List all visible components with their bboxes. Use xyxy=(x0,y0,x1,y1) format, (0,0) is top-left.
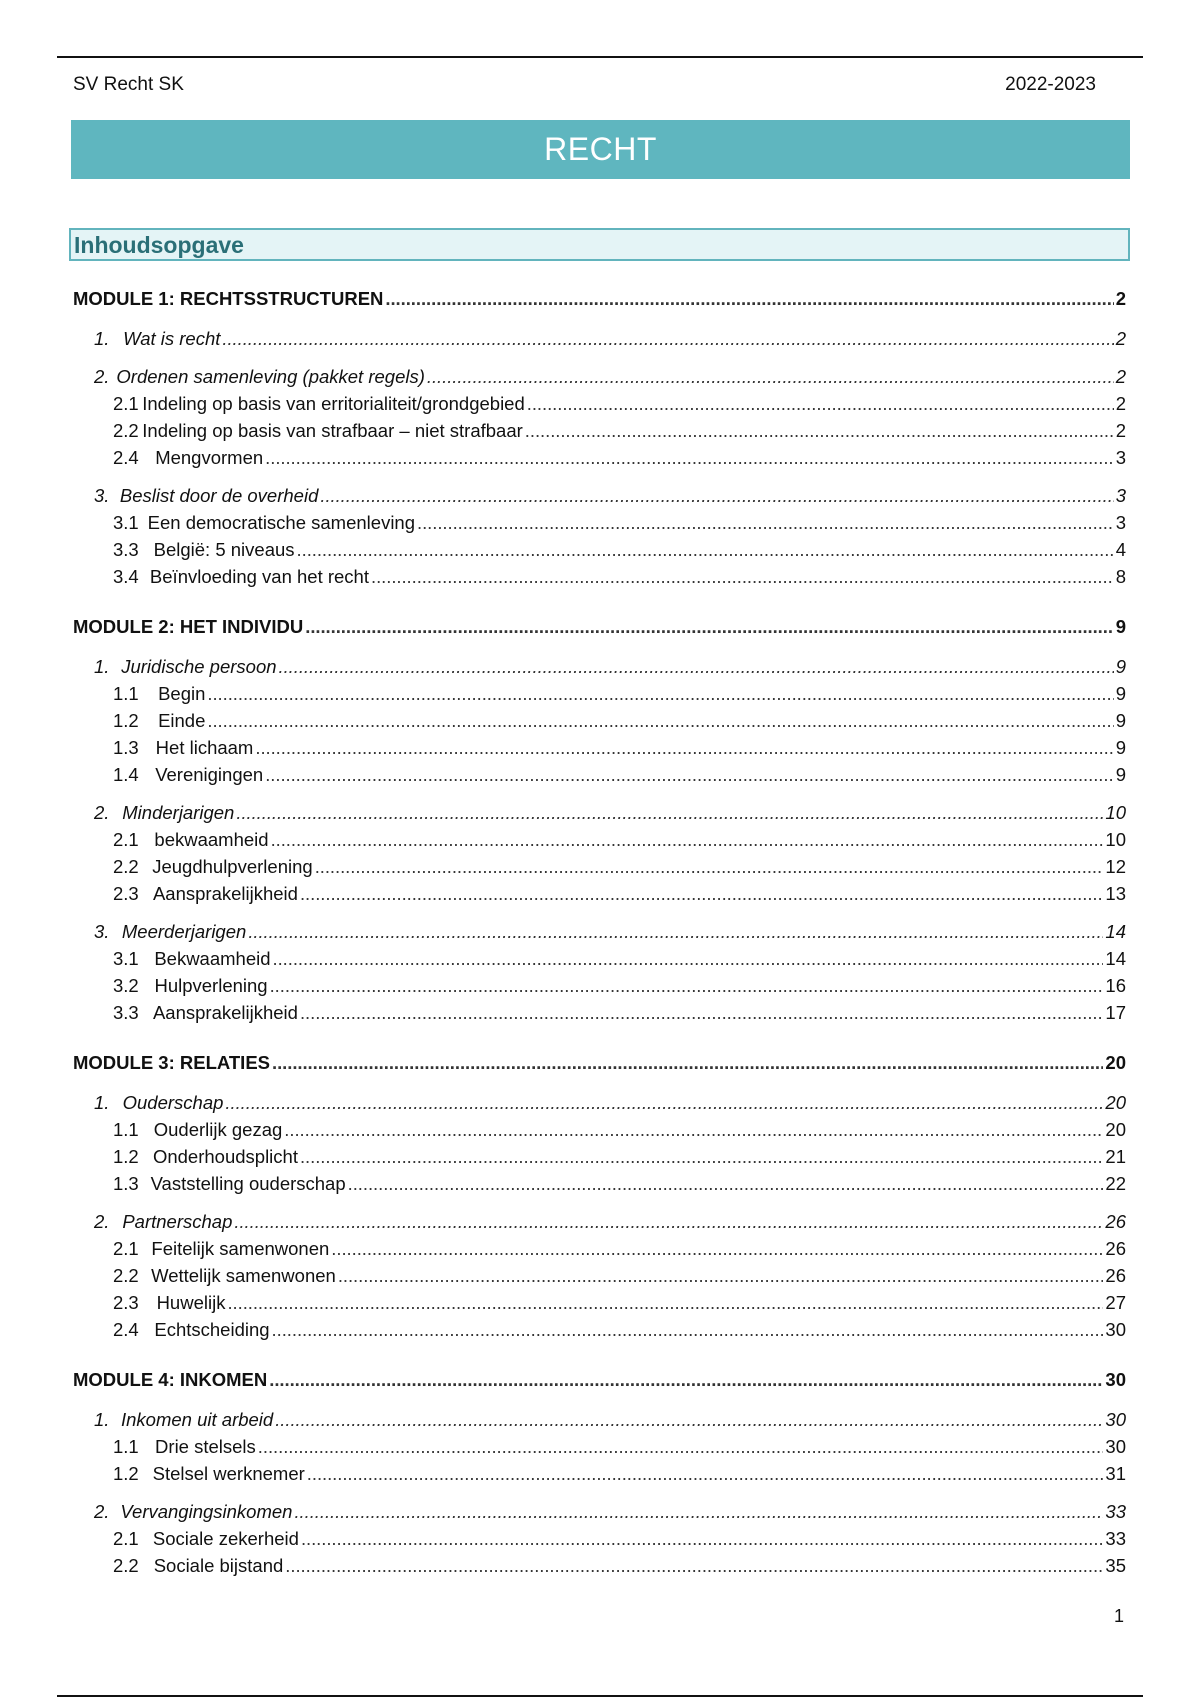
header-academic-year: 2022-2023 xyxy=(1005,74,1096,95)
toc-entry-number: 2.2 xyxy=(113,1555,139,1576)
toc-entry-page: 10 xyxy=(1105,829,1126,850)
toc-entry-title: Feitelijk samenwonen xyxy=(151,1238,330,1259)
toc-entry-title: Ouderlijk gezag xyxy=(153,1119,283,1140)
toc-entry-title: Mengvormen xyxy=(155,447,264,468)
toc-entry-title: Beslist door de overheid xyxy=(119,485,319,506)
toc-entry-page: 14 xyxy=(1105,948,1126,969)
toc-section-entry[interactable] xyxy=(73,826,1126,853)
dot-leader xyxy=(300,999,1103,1026)
toc-entry-page: 8 xyxy=(1115,566,1126,587)
dot-leader xyxy=(348,1170,1104,1197)
toc-entry-number: 1.1 xyxy=(113,1119,139,1140)
dot-leader xyxy=(427,363,1114,390)
toc-module-entry[interactable] xyxy=(73,612,1126,642)
dot-leader xyxy=(315,853,1104,880)
toc-entry-page: 9 xyxy=(1115,737,1126,758)
header-course-name: SV Recht SK xyxy=(73,74,184,95)
toc-entry-title: MODULE 1: RECHTSSTRUCTUREN xyxy=(73,288,384,309)
toc-entry-number: 2.1 xyxy=(113,393,139,414)
toc-entry-title: Sociale zekerheid xyxy=(152,1528,299,1549)
dot-leader xyxy=(207,680,1113,707)
toc-entry-page: 33 xyxy=(1105,1528,1126,1549)
document-title-banner: RECHT xyxy=(71,120,1130,179)
toc-entry-page: 17 xyxy=(1105,1002,1126,1023)
toc-entry-title: Begin xyxy=(158,683,206,704)
toc-section-entry[interactable] xyxy=(73,417,1126,444)
toc-entry-page: 35 xyxy=(1105,1555,1126,1576)
toc-entry-title: Onderhoudsplicht xyxy=(152,1146,298,1167)
toc-section-entry[interactable] xyxy=(73,1116,1126,1143)
toc-entry-page: 33 xyxy=(1105,1501,1126,1522)
toc-entry-page: 9 xyxy=(1115,616,1126,637)
spacer xyxy=(73,907,1126,918)
toc-section-entry[interactable] xyxy=(73,707,1126,734)
toc-entry-number: 2.3 xyxy=(113,1292,139,1313)
toc-entry-number: 1.2 xyxy=(113,710,139,731)
toc-entry-title: Aansprakelijkheid xyxy=(152,1002,298,1023)
toc-section-entry[interactable] xyxy=(73,509,1126,536)
dot-leader xyxy=(269,1365,1103,1395)
toc-section-entry[interactable] xyxy=(73,1170,1126,1197)
toc-entry-title: Einde xyxy=(158,710,206,731)
toc-entry-page: 30 xyxy=(1105,1369,1126,1390)
toc-entry-title: Partnerschap xyxy=(122,1211,233,1232)
toc-entry-title: Huwelijk xyxy=(156,1292,226,1313)
dot-leader xyxy=(265,761,1114,788)
toc-entry-title: MODULE 4: INKOMEN xyxy=(73,1369,268,1390)
toc-section-entry[interactable] xyxy=(73,734,1126,761)
toc-section-entry[interactable] xyxy=(73,1316,1126,1343)
dot-leader xyxy=(284,1116,1103,1143)
toc-entry-number: 2. xyxy=(94,1501,110,1522)
toc-entry-page: 9 xyxy=(1115,710,1126,731)
toc-entry-title: Het lichaam xyxy=(155,737,254,758)
toc-entry-page: 2 xyxy=(1115,420,1126,441)
toc-entry-page: 2 xyxy=(1115,328,1126,349)
toc-entry-number: 1.2 xyxy=(113,1146,139,1167)
dot-leader xyxy=(320,482,1113,509)
toc-section-entry[interactable] xyxy=(73,1235,1126,1262)
toc-entry-title: Vaststelling ouderschap xyxy=(150,1173,346,1194)
toc-entry-number: 1.1 xyxy=(113,683,139,704)
toc-section-entry[interactable] xyxy=(73,1143,1126,1170)
toc-entry-number: 2.2 xyxy=(113,1265,139,1286)
toc-module-entry[interactable] xyxy=(73,1048,1126,1078)
toc-entry-page: 20 xyxy=(1105,1119,1126,1140)
toc-entry-number: 1. xyxy=(94,1092,110,1113)
toc-entry-number: 3. xyxy=(94,921,110,942)
toc-entry-number: 2.4 xyxy=(113,1319,139,1340)
toc-entry-number: 3.4 xyxy=(113,566,139,587)
dot-leader xyxy=(225,1089,1103,1116)
table-of-contents xyxy=(73,284,1126,1579)
toc-entry-number: 2.1 xyxy=(113,829,139,850)
dot-leader xyxy=(273,945,1104,972)
toc-entry-title: Stelsel werknemer xyxy=(152,1463,305,1484)
toc-entry-number: 3. xyxy=(94,485,110,506)
toc-entry-page: 30 xyxy=(1105,1409,1126,1430)
toc-heading: Inhoudsopgave xyxy=(69,228,1130,261)
toc-section-entry[interactable] xyxy=(73,444,1126,471)
toc-section-entry[interactable] xyxy=(73,1289,1126,1316)
toc-entry-page: 22 xyxy=(1105,1173,1126,1194)
dot-leader xyxy=(227,1289,1103,1316)
toc-entry-title: Indeling op basis van strafbaar – niet strafbaar xyxy=(142,420,523,441)
toc-chapter-entry[interactable] xyxy=(73,918,1126,945)
dot-leader xyxy=(236,799,1103,826)
toc-section-entry[interactable] xyxy=(73,853,1126,880)
toc-section-entry[interactable] xyxy=(73,563,1126,590)
toc-chapter-entry[interactable] xyxy=(73,482,1126,509)
toc-section-entry[interactable] xyxy=(73,1262,1126,1289)
toc-section-entry[interactable] xyxy=(73,1552,1126,1579)
dot-leader xyxy=(275,1406,1103,1433)
dot-leader xyxy=(265,444,1114,471)
toc-entry-number: 3.2 xyxy=(113,975,139,996)
toc-entry-title: MODULE 3: RELATIES xyxy=(73,1052,270,1073)
toc-entry-page: 30 xyxy=(1105,1436,1126,1457)
spacer xyxy=(73,1026,1126,1048)
toc-entry-number: 2.2 xyxy=(113,420,139,441)
toc-entry-title: Echtscheiding xyxy=(154,1319,270,1340)
toc-entry-title: Ordenen samenleving (pakket regels) xyxy=(116,366,425,387)
toc-entry-number: 1.3 xyxy=(113,737,139,758)
toc-entry-page: 31 xyxy=(1105,1463,1126,1484)
toc-entry-title: Verenigingen xyxy=(155,764,264,785)
toc-entry-title: België: 5 niveaus xyxy=(153,539,295,560)
toc-entry-number: 1.4 xyxy=(113,764,139,785)
dot-leader xyxy=(307,1460,1104,1487)
dot-leader xyxy=(301,1525,1103,1552)
spacer xyxy=(73,590,1126,612)
toc-section-entry[interactable] xyxy=(73,945,1126,972)
header-rule xyxy=(57,56,1143,58)
spacer xyxy=(73,1487,1126,1498)
toc-chapter-entry[interactable] xyxy=(73,1208,1126,1235)
dot-leader xyxy=(270,972,1104,999)
toc-entry-title: Jeugdhulpverlening xyxy=(152,856,313,877)
dot-leader xyxy=(331,1235,1103,1262)
toc-entry-page: 27 xyxy=(1105,1292,1126,1313)
toc-section-entry[interactable] xyxy=(73,880,1126,907)
dot-leader xyxy=(234,1208,1103,1235)
toc-entry-number: 2.2 xyxy=(113,856,139,877)
toc-entry-title: Hulpverlening xyxy=(154,975,268,996)
dot-leader xyxy=(300,880,1103,907)
toc-entry-number: 1. xyxy=(94,328,110,349)
toc-section-entry[interactable] xyxy=(73,1525,1126,1552)
toc-entry-title: Ouderschap xyxy=(122,1092,224,1113)
toc-entry-page: 30 xyxy=(1105,1319,1126,1340)
toc-chapter-entry[interactable] xyxy=(73,1498,1126,1525)
toc-entry-number: 2.4 xyxy=(113,447,139,468)
toc-entry-title: Minderjarigen xyxy=(122,802,235,823)
toc-entry-title: bekwaamheid xyxy=(154,829,269,850)
toc-entry-title: Wat is recht xyxy=(123,328,221,349)
toc-entry-page: 26 xyxy=(1105,1211,1126,1232)
toc-entry-number: 2. xyxy=(94,1211,110,1232)
toc-entry-number: 1.3 xyxy=(113,1173,139,1194)
dot-leader xyxy=(272,1316,1104,1343)
toc-chapter-entry[interactable] xyxy=(73,1089,1126,1116)
toc-entry-page: 2 xyxy=(1115,393,1126,414)
toc-entry-page: 2 xyxy=(1115,366,1126,387)
toc-entry-page: 21 xyxy=(1105,1146,1126,1167)
toc-entry-title: Juridische persoon xyxy=(121,656,277,677)
dot-leader xyxy=(297,536,1114,563)
dot-leader xyxy=(285,1552,1103,1579)
toc-chapter-entry[interactable] xyxy=(73,363,1126,390)
dot-leader xyxy=(271,826,1104,853)
dot-leader xyxy=(417,509,1114,536)
dot-leader xyxy=(258,1433,1104,1460)
dot-leader xyxy=(294,1498,1103,1525)
toc-section-entry[interactable] xyxy=(73,390,1126,417)
toc-entry-page: 26 xyxy=(1105,1265,1126,1286)
spacer xyxy=(73,314,1126,325)
toc-entry-page: 20 xyxy=(1105,1052,1126,1073)
toc-entry-page: 9 xyxy=(1115,764,1126,785)
dot-leader xyxy=(272,1048,1103,1078)
toc-entry-number: 2. xyxy=(94,802,110,823)
toc-chapter-entry[interactable] xyxy=(73,799,1126,826)
toc-entry-title: Bekwaamheid xyxy=(154,948,271,969)
toc-section-entry[interactable] xyxy=(73,536,1126,563)
toc-entry-page: 12 xyxy=(1105,856,1126,877)
toc-section-entry[interactable] xyxy=(73,1460,1126,1487)
toc-entry-page: 3 xyxy=(1115,485,1126,506)
toc-entry-number: 2.1 xyxy=(113,1528,139,1549)
spacer xyxy=(73,642,1126,653)
toc-section-entry[interactable] xyxy=(73,761,1126,788)
toc-entry-title: MODULE 2: HET INDIVIDU xyxy=(73,616,304,637)
toc-entry-title: Beïnvloeding van het recht xyxy=(149,566,369,587)
toc-module-entry[interactable] xyxy=(73,284,1126,314)
toc-chapter-entry[interactable] xyxy=(73,1406,1126,1433)
toc-section-entry[interactable] xyxy=(73,972,1126,999)
dot-leader xyxy=(525,417,1114,444)
dot-leader xyxy=(279,653,1114,680)
toc-entry-title: Een democratische samenleving xyxy=(147,512,416,533)
spacer xyxy=(73,1197,1126,1208)
spacer xyxy=(73,1078,1126,1089)
toc-entry-title: Inkomen uit arbeid xyxy=(121,1409,274,1430)
dot-leader xyxy=(305,612,1113,642)
toc-entry-number: 2. xyxy=(94,366,110,387)
toc-entry-page: 9 xyxy=(1115,683,1126,704)
page-number: 1 xyxy=(1113,1606,1124,1626)
toc-section-entry[interactable] xyxy=(73,999,1126,1026)
spacer xyxy=(73,352,1126,363)
toc-chapter-entry[interactable] xyxy=(73,325,1126,352)
toc-entry-page: 4 xyxy=(1115,539,1126,560)
footer-rule xyxy=(57,1695,1143,1697)
spacer xyxy=(73,1343,1126,1365)
toc-entry-number: 1.1 xyxy=(113,1436,139,1457)
dot-leader xyxy=(222,325,1113,352)
toc-entry-page: 10 xyxy=(1105,802,1126,823)
toc-section-entry[interactable] xyxy=(73,680,1126,707)
dot-leader xyxy=(385,284,1113,314)
toc-entry-page: 14 xyxy=(1105,921,1126,942)
toc-entry-number: 3.3 xyxy=(113,1002,139,1023)
dot-leader xyxy=(338,1262,1104,1289)
toc-module-entry[interactable] xyxy=(73,1365,1126,1395)
toc-entry-page: 16 xyxy=(1105,975,1126,996)
toc-entry-title: Drie stelsels xyxy=(155,1436,256,1457)
spacer xyxy=(73,471,1126,482)
toc-entry-page: 26 xyxy=(1105,1238,1126,1259)
dot-leader xyxy=(527,390,1114,417)
spacer xyxy=(73,1395,1126,1406)
toc-entry-title: Vervangingsinkomen xyxy=(120,1501,293,1522)
toc-entry-number: 3.3 xyxy=(113,539,139,560)
toc-entry-page: 2 xyxy=(1115,288,1126,309)
toc-entry-title: Wettelijk samenwonen xyxy=(151,1265,336,1286)
dot-leader xyxy=(255,734,1113,761)
toc-entry-number: 1. xyxy=(94,1409,110,1430)
dot-leader xyxy=(371,563,1114,590)
toc-entry-page: 13 xyxy=(1105,883,1126,904)
toc-entry-page: 3 xyxy=(1115,512,1126,533)
toc-entry-number: 3.1 xyxy=(113,948,139,969)
toc-entry-page: 9 xyxy=(1115,656,1126,677)
toc-entry-number: 3.1 xyxy=(113,512,139,533)
toc-entry-title: Sociale bijstand xyxy=(153,1555,284,1576)
toc-entry-title: Indeling op basis van erritorialiteit/grondgebied xyxy=(142,393,525,414)
toc-section-entry[interactable] xyxy=(73,1433,1126,1460)
toc-entry-number: 2.3 xyxy=(113,883,139,904)
toc-entry-number: 2.1 xyxy=(113,1238,139,1259)
dot-leader xyxy=(300,1143,1103,1170)
toc-entry-page: 20 xyxy=(1105,1092,1126,1113)
spacer xyxy=(73,788,1126,799)
toc-entry-number: 1.2 xyxy=(113,1463,139,1484)
toc-entry-title: Aansprakelijkheid xyxy=(152,883,298,904)
toc-chapter-entry[interactable] xyxy=(73,653,1126,680)
dot-leader xyxy=(248,918,1103,945)
toc-entry-page: 3 xyxy=(1115,447,1126,468)
dot-leader xyxy=(207,707,1113,734)
toc-entry-title: Meerderjarigen xyxy=(121,921,247,942)
toc-entry-number: 1. xyxy=(94,656,110,677)
